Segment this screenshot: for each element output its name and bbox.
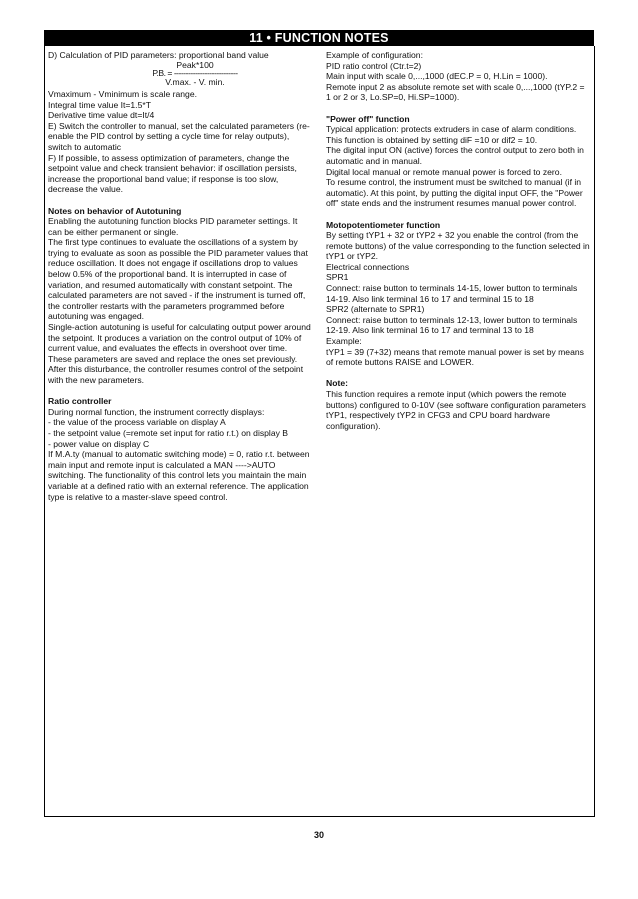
motopotentiometer-line: Example:	[326, 336, 362, 347]
motopotentiometer-line: tYP1 = 39 (7+32) means that remote manual power is set by means of remote buttons RAISE and LOWER.	[326, 346, 584, 368]
page-number: 30	[313, 830, 324, 840]
autotuning-paragraph: Enabling the autotuning function blocks PID parameter settings. It can be either permanent or single.	[48, 216, 298, 237]
section-header: 11 • FUNCTION NOTES	[44, 30, 594, 46]
motopotentiometer-line: SPR1	[326, 272, 349, 283]
config-line: Main input with scale 0,...,1000 (dEC.P = 0, H.Lin = 1000).	[326, 71, 548, 82]
left-column	[48, 50, 312, 502]
pid-line: Vmaximum - Vminimum is scale range.	[48, 88, 197, 99]
formula-numerator: Peak*100	[176, 59, 214, 70]
motopotentiometer-line: Connect: raise button to terminals 12-13, lower button to terminals 12-19. Also link terminal 16 to 17 and terminal 13 to 18	[326, 314, 578, 336]
power-off-heading: "Power off" function	[326, 113, 410, 124]
note-heading: Note:	[326, 378, 348, 389]
pid-line: Derivative time value dt=It/4	[48, 110, 155, 121]
autotuning-paragraph: Single-action autotuning is useful for calculating output power around the setpoint. It produces a variation on the control output of 10% of current value, and evaluates the effects in overshoot over time. These parameters are saved and replace the ones set previously. After this disturbance, the controller resumes control of the setpoint with the new parameters.	[48, 322, 311, 386]
ratio-line: - the value of the process variable on display A	[48, 417, 226, 428]
ratio-line: If M.A.ty (manual to automatic switching mode) = 0, ratio r.t. between main input and remote input is calculated a MAN ---->AUTO switching. The functionality of this control lets you maintain the main variable at a defined ratio with an external reference. The application type is relative to a master-slave speed control.	[48, 449, 310, 502]
pid-intro: D) Calculation of PID parameters: proportional band value	[48, 50, 269, 60]
power-off-line: Digital local manual or remote manual power is forced to zero.	[326, 166, 562, 177]
config-line: PID ratio control (Ctr.t=2)	[326, 60, 422, 71]
pid-line: E) Switch the controller to manual, set the calculated parameters (re-enable the PID control by setting a cycle time for relay outputs), switch to automatic	[48, 120, 310, 152]
proportional-band-formula	[48, 61, 312, 87]
motopotentiometer-line: SPR2 (alternate to SPR1)	[326, 304, 425, 315]
formula-denominator: V.max. - V. min.	[165, 77, 225, 88]
pid-line: F) If possible, to assess optimization of parameters, change the setpoint value and check transient behavior: if oscillation persists, increase the proportional band value; if response is too slow, decrease the value.	[48, 152, 297, 195]
right-column	[326, 50, 590, 431]
autotuning-paragraph: The first type continues to evaluate the oscillations of a system by trying to evaluate as soon as possible the PID parameter values that reduce oscillation. It does not engage if oscillations drop to values below 0.5% of the proportional band. It is interrupted in case of variation, and resumed automatically with constant setpoint. The calculated parameters are not saved - if the instrument is turned off, the controller restarts with the parameters programmed before autotuning was engaged.	[48, 237, 308, 322]
power-off-line: Typical application: protects extruders in case of alarm conditions. This function is obtained by setting diF =10 or dif2 = 10.	[326, 124, 577, 145]
motopotentiometer-line: Connect: raise button to terminals 14-15, lower button to terminals 14-19. Also link terminal 16 to 17 and terminal 15 to 18	[326, 283, 578, 304]
formula-lhs: P.B. = ---------------------------	[152, 68, 238, 79]
ratio-line: - the setpoint value (=remote set input for ratio r.t.) on display B	[48, 427, 289, 438]
ratio-line: - power value on display C	[48, 438, 150, 449]
autotuning-heading: Notes on behavior of Autotuning	[48, 205, 182, 216]
config-line: Remote input 2 as absolute remote set with scale 0,...,1000 (tYP.2 = 1 or 2 or 3, Lo.SP=0, Hi.SP=1000).	[326, 81, 585, 103]
ratio-line: During normal function, the instrument correctly displays:	[48, 406, 265, 417]
power-off-line: To resume control, the instrument must be switched to manual (if in automatic). At this point, by putting the digital input OFF, the "Power off" state ends and the instrument resumes manual power control.	[326, 177, 583, 209]
motopotentiometer-heading: Motopotentiometer function	[326, 219, 441, 230]
config-line: Example of configuration:	[326, 50, 423, 60]
ratio-controller-heading: Ratio controller	[48, 396, 112, 407]
pid-line: Integral time value It=1.5*T	[48, 99, 151, 110]
power-off-line: The digital input ON (active) forces the control output to zero both in automatic and in manual.	[326, 145, 584, 166]
note-text: This function requires a remote input (which powers the remote buttons) configured to 0-10V (see software configuration parameters tYP1, respectively tYP2 in CFG3 and CPU board hardware configuration).	[326, 389, 586, 431]
motopotentiometer-line: By setting tYP1 + 32 or tYP2 + 32 you enable the control (from the remote buttons) of the value corresponding to the function selected in tYP1 or tYP2.	[326, 230, 590, 262]
motopotentiometer-line: Electrical connections	[326, 261, 410, 272]
